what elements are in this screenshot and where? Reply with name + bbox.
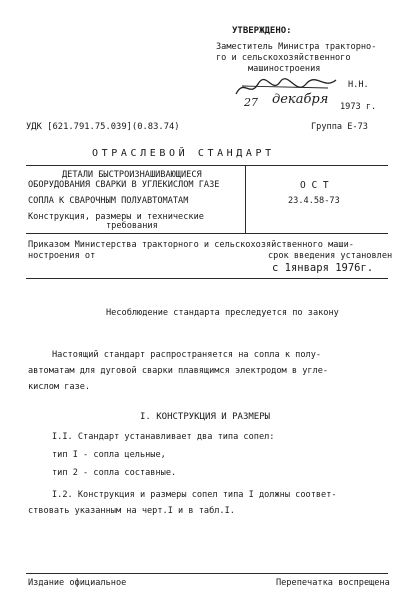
approval-line-1: Заместитель Министра тракторно-: [216, 42, 377, 52]
section-1-p2-line-1: I.2. Конструкция и размеры сопел типа I должны соответ-: [52, 490, 337, 500]
standard-type: ОТРАСЛЕВОЙ СТАНДАРТ: [92, 148, 275, 159]
ost-number: 23.4.58-73: [288, 196, 340, 206]
approval-date-day: 27: [244, 96, 258, 109]
header-bottom-rule: [26, 233, 388, 234]
approval-date-month: декабря: [272, 92, 329, 107]
approval-signer: Н.Н.: [348, 80, 369, 90]
approval-line-3: машиностроения: [248, 64, 321, 74]
section-1-heading: I. КОНСТРУКЦИЯ И РАЗМЕРЫ: [140, 412, 271, 422]
violation-notice: Несоблюдение стандарта преследуется по закону: [106, 308, 339, 318]
footer-rule: [26, 573, 388, 574]
order-line-2-right: срок введения установлен: [268, 251, 393, 261]
title-subtitle-2: требования: [106, 221, 158, 231]
section-1-p2-line-2: ствовать указанным на черт.I и в табл.I.: [28, 506, 235, 516]
title-line-1: ДЕТАЛИ БЫСТРОИЗНАШИВАЮЩИЕСЯ: [62, 170, 202, 180]
header-divider: [245, 165, 246, 233]
ost-label: О С Т: [300, 180, 329, 191]
approval-date-year: 1973 г.: [340, 102, 377, 112]
intro-line-1: Настоящий стандарт распространяется на сопла к полу-: [52, 350, 322, 360]
order-bottom-rule: [26, 278, 388, 279]
section-1-type-1: тип I - сопла цельные,: [52, 450, 166, 460]
order-line-1: Приказом Министерства тракторного и сельскохозяйственного маши-: [28, 240, 354, 250]
approval-line-2: го и сельскохозяйственного: [216, 53, 351, 63]
title-line-3: СОПЛА К СВАРОЧНЫМ ПОЛУАВТОМАТАМ: [28, 196, 189, 206]
approval-heading: УТВЕРЖДЕНО:: [232, 26, 292, 36]
order-line-2-left: ностроения от: [28, 251, 96, 261]
header-top-rule: [26, 165, 388, 166]
section-1-type-2: тип 2 - сопла составные.: [52, 468, 177, 478]
section-1-p1: I.I. Стандарт устанавливает два типа сопел:: [52, 432, 275, 442]
udk-code: УДК [621.791.75.039](0.83.74): [26, 122, 180, 132]
footer-left: Издание официальное: [28, 578, 127, 588]
title-subtitle-1: Конструкция, размеры и технические: [28, 212, 204, 222]
footer-right: Перепечатка воспрещена: [276, 578, 390, 588]
intro-line-3: кислом газе.: [28, 382, 91, 392]
effective-date: с 1января 1976г.: [272, 262, 374, 274]
intro-line-2: автоматам для дуговой сварки плавящимся электродом в угле-: [28, 366, 329, 376]
title-line-2: ОБОРУДОВАНИЯ СВАРКИ В УГЛЕКИСЛОМ ГАЗЕ: [28, 180, 220, 190]
group-code: Группа Е-73: [311, 122, 368, 132]
